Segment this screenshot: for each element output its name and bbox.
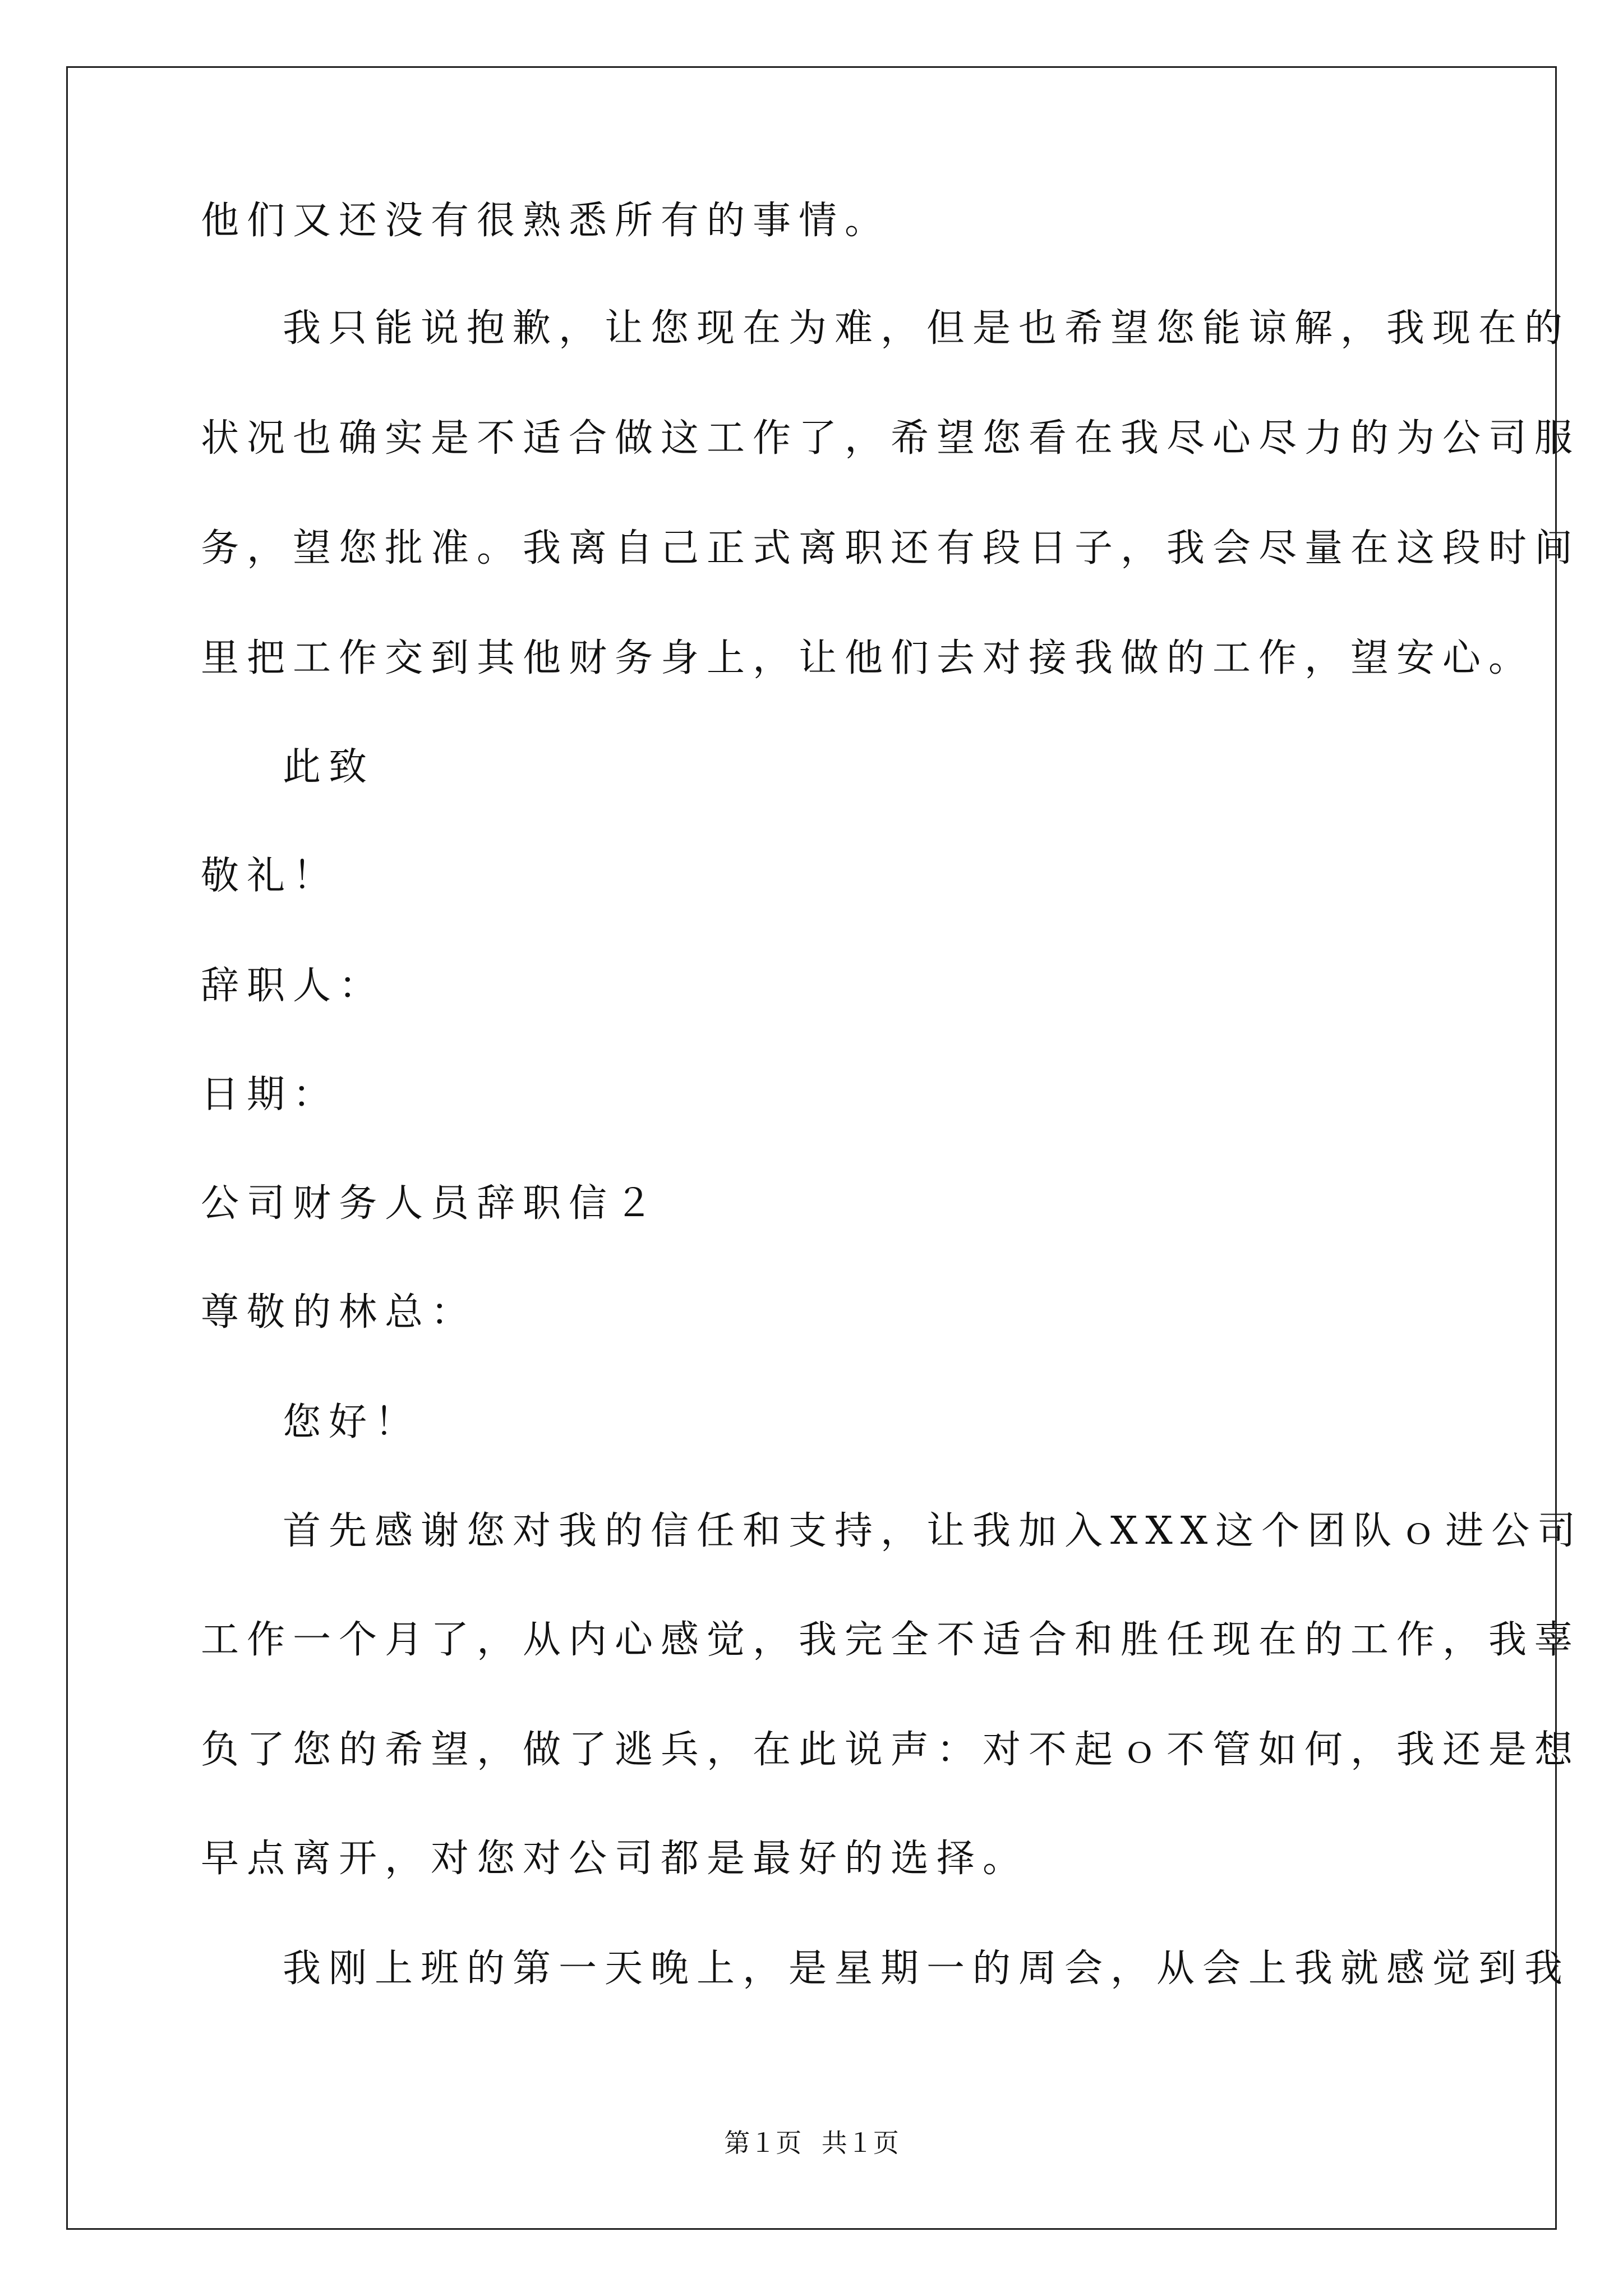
page-number-total: 共１页 (821, 2129, 899, 2157)
paragraph-line: 务，望您批准。我离自己正式离职还有段日子，我会尽量在这段时间 (201, 526, 1581, 570)
paragraph-line: 早点离开，对您对公司都是最好的选择。 (201, 1837, 1029, 1881)
page-footer (0, 2131, 1623, 2156)
recipient-greeting: 尊敬的林总： (201, 1290, 477, 1335)
paragraph-line: 我只能说抱歉，让您现在为难，但是也希望您能谅解，我现在的 (283, 306, 1571, 351)
signature-label: 辞职人： (201, 964, 385, 1008)
greeting: 您好！ (283, 1400, 421, 1444)
paragraph-line: 首先感谢您对我的信任和支持，让我加入XXX这个团队ｏ进公司 (283, 1509, 1584, 1553)
closing-salutation: 此致 (283, 745, 375, 789)
paragraph-line: 状况也确实是不适合做这工作了，希望您看在我尽心尽力的为公司服 (201, 416, 1581, 461)
page-border (66, 66, 1557, 2230)
paragraph-line: 负了您的希望，做了逃兵，在此说声：对不起ｏ不管如何，我还是想 (201, 1728, 1581, 1772)
paragraph-line: 他们又还没有很熟悉所有的事情。 (201, 199, 891, 243)
paragraph-line: 里把工作交到其他财务身上，让他们去对接我做的工作，望安心。 (201, 636, 1535, 680)
section-title: 公司财务人员辞职信２ (201, 1181, 661, 1226)
date-label: 日期： (201, 1073, 339, 1117)
paragraph-line: 工作一个月了，从内心感觉，我完全不适合和胜任现在的工作，我辜 (201, 1618, 1581, 1662)
page-number-current: 第１页 (724, 2129, 802, 2157)
paragraph-line: 我刚上班的第一天晚上，是星期一的周会，从会上我就感觉到我 (283, 1947, 1571, 1991)
closing-regards: 敬礼！ (201, 854, 339, 898)
